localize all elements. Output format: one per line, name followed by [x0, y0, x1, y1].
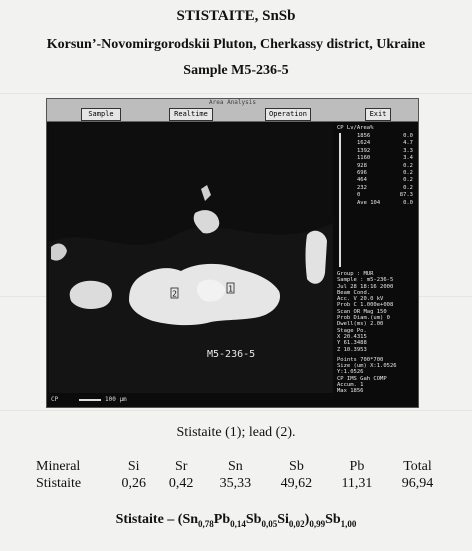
column-header: Sr [174, 458, 188, 474]
composition-table [36, 458, 448, 492]
image-sample-label: M5-236-5 [207, 349, 256, 360]
info-line: Size (um) X:1.0526 [337, 363, 397, 370]
area-percent: 0.2 [403, 184, 413, 191]
formula-si-sub: 0,02 [288, 518, 305, 529]
cp-label: CP [51, 396, 59, 403]
info-line: Z 10.3953 [337, 346, 367, 353]
formula-close: ) [304, 512, 310, 527]
info-line: Jul 28 18:16 2000 [337, 283, 394, 290]
table-row [36, 475, 448, 492]
formula-sb: Sb [245, 512, 262, 527]
level-table [357, 133, 413, 207]
level-scale-bar [339, 133, 341, 267]
window-title: Area Analysis [209, 99, 256, 106]
grain-small-left [70, 281, 112, 309]
info-line: X 20.4315 [337, 333, 367, 340]
level-row [357, 163, 413, 170]
paper-fold [0, 93, 472, 94]
info-line: Sample : m5-236-5 [337, 277, 394, 284]
info-line: Prob Diam.(um) 0 [337, 315, 390, 322]
level-row [357, 140, 413, 147]
scale-label: 100 µm [105, 396, 127, 403]
formula-sb2-sub: 1,00 [340, 518, 357, 529]
level-row [357, 185, 413, 192]
grain-right [306, 231, 328, 284]
table-cell: 96,94 [401, 475, 434, 491]
paper-fold [0, 410, 472, 411]
operation-button[interactable]: Operation [265, 108, 311, 121]
sample-button[interactable]: Sample [81, 108, 121, 121]
column-header: Mineral [36, 458, 81, 474]
phase-2-label: 2 [172, 289, 177, 299]
area-percent: 0.2 [403, 177, 413, 184]
level-value: 696 [357, 169, 367, 176]
microprobe-screenshot [46, 98, 419, 408]
info-line: CP IMS Gah COMP [337, 375, 387, 382]
realtime-button[interactable]: Realtime [169, 108, 213, 121]
level-panel [335, 123, 418, 405]
area-percent: 3.4 [403, 155, 413, 162]
image-status-bar [49, 395, 333, 405]
image-info [337, 357, 417, 395]
level-value: 928 [357, 162, 367, 169]
formula-dash: – ( [163, 512, 183, 527]
area-percent: 87.3 [399, 192, 413, 199]
info-line: Max 1856 [337, 388, 364, 395]
level-value: 464 [357, 177, 367, 184]
area-percent: 0.0 [403, 199, 413, 206]
page-title: STISTAITE, SnSb [176, 8, 296, 24]
table-header-row [36, 458, 448, 475]
formula-sb-sub: 0,05 [261, 518, 278, 529]
area-percent: 4.7 [403, 140, 413, 147]
table-cell: 0,26 [121, 475, 146, 491]
formula-pb-sub: 0,14 [230, 518, 246, 529]
level-row [357, 170, 413, 177]
info-line: Prob C 1.000e+008 [337, 302, 394, 309]
level-value: 1160 [357, 155, 371, 162]
scale-bar [79, 399, 101, 401]
info-line: Stage Po. [337, 327, 367, 334]
info-line: Y:1.0526 [337, 369, 364, 376]
bse-image [49, 123, 333, 393]
formula-sn: Sn [182, 512, 199, 527]
level-value: 1624 [357, 140, 371, 147]
area-percent: 0.0 [403, 133, 413, 139]
formula-si: Si [277, 512, 289, 527]
area-percent: 3.3 [403, 147, 413, 154]
formula-sb2: Sb [325, 512, 341, 527]
formula-mineral: Stistaite [115, 512, 164, 527]
locality-subtitle: Korsun’-Novomirgorodskii Pluton, Cherkassy district, Ukraine [46, 37, 426, 52]
mineral-formula [0, 512, 472, 529]
sample-label: Sample M5-236-5 [183, 63, 289, 78]
level-panel-header: CP Lv/Area% [337, 125, 374, 131]
info-line: Accum. 1 [337, 382, 364, 389]
column-header: Pb [349, 458, 365, 474]
level-row [357, 148, 413, 155]
exit-button[interactable]: Exit [365, 108, 391, 121]
column-header: Sn [228, 458, 243, 474]
level-value: 232 [357, 184, 367, 191]
level-value: 1856 [357, 133, 371, 139]
figure-caption: Stistaite (1); lead (2). [176, 425, 296, 440]
level-value: Ave 104 [357, 199, 381, 206]
info-line: Beam Cond. [337, 289, 371, 296]
info-line: Group : MUR [337, 271, 374, 277]
level-row [357, 192, 413, 199]
info-line: Y 61.3488 [337, 340, 367, 347]
phase-1-label: 1 [228, 284, 233, 294]
info-line: Dwell(ms) 2.00 [337, 321, 384, 328]
level-row [357, 200, 413, 207]
area-percent: 0.2 [403, 162, 413, 169]
level-row [357, 155, 413, 162]
table-cell: 49,62 [280, 475, 313, 491]
level-row [357, 177, 413, 184]
mineral-name: Stistaite [36, 475, 82, 491]
column-header: Total [403, 458, 432, 474]
table-cell: 0,42 [168, 475, 194, 491]
column-header: Sb [289, 458, 304, 474]
level-value: 1392 [357, 147, 371, 154]
info-line: Points 700*700 [337, 356, 384, 363]
table-cell: 35,33 [219, 475, 252, 491]
analysis-info [337, 271, 417, 395]
formula-group-sub: 0,99 [309, 518, 326, 529]
info-line: Scan OR Mag 150 [337, 308, 387, 315]
info-line: Acc. V 20.0 kV [337, 296, 384, 303]
level-value: 0 [357, 192, 361, 199]
column-header: Si [127, 458, 140, 474]
area-percent: 0.2 [403, 169, 413, 176]
formula-pb: Pb [213, 512, 231, 527]
level-row [357, 133, 413, 140]
table-cell: 11,31 [341, 475, 373, 491]
menu-bar [47, 99, 418, 122]
formula-sn-sub: 0,78 [198, 518, 214, 529]
